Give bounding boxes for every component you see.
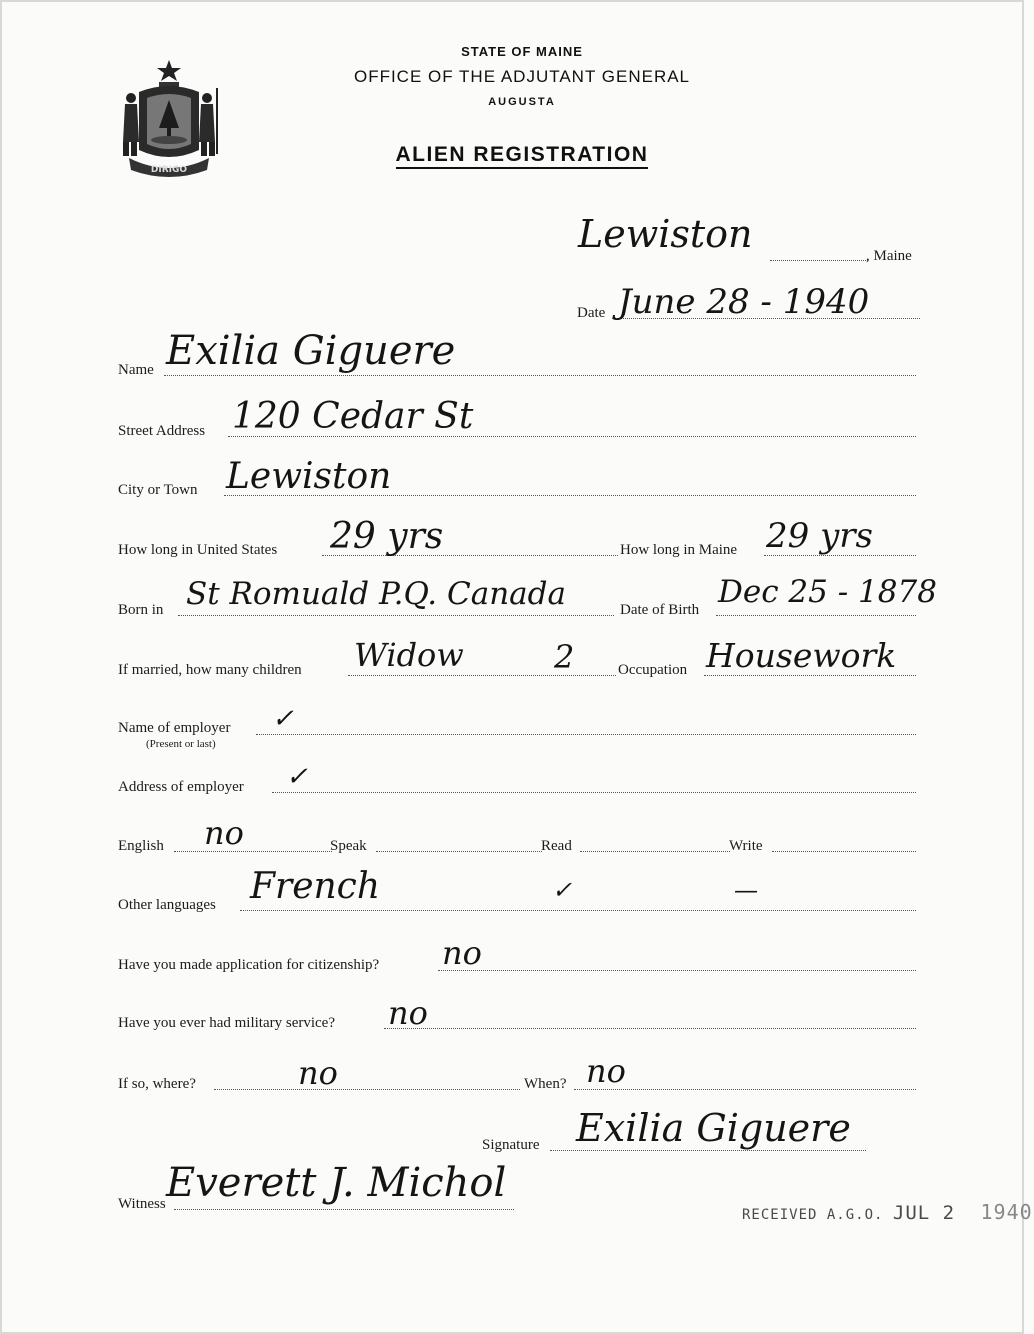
english-label: English: [118, 838, 164, 854]
employer-label: Name of employer: [118, 720, 231, 736]
svg-text:DIRIGO: DIRIGO: [150, 165, 188, 175]
us-time-label: How long in United States: [118, 542, 278, 558]
state-heading: STATE OF MAINE: [461, 44, 583, 59]
read-dots: [580, 851, 730, 852]
stamp-text: RECEIVED A.G.O.: [742, 1207, 884, 1223]
maine-time-label: How long in Maine: [620, 542, 738, 558]
other-languages-dots: [240, 910, 916, 911]
place-dots: [770, 260, 868, 261]
english-value: no: [204, 814, 244, 852]
write-dots: [772, 851, 916, 852]
born-label: Born in: [118, 602, 164, 618]
citizenship-dots: [438, 970, 916, 971]
occupation-dots: [704, 675, 916, 676]
citizenship-value: no: [442, 934, 482, 972]
dob-label: Date of Birth: [620, 602, 700, 618]
military-value: no: [388, 994, 428, 1032]
maine-state-seal: [117, 58, 221, 178]
employer-address-dots: [272, 792, 916, 793]
us-time-value: 29 yrs: [330, 516, 444, 557]
street-label: Street Address: [118, 423, 206, 439]
stamp-year: 1940: [980, 1200, 1033, 1224]
employer-address-label: Address of employer: [118, 779, 244, 795]
received-stamp: [742, 1200, 1033, 1224]
street-value: 120 Cedar St: [232, 396, 474, 437]
children-count-value: 2: [554, 638, 575, 676]
employer-address-value: ✓: [286, 762, 308, 792]
where-dots: [214, 1089, 520, 1090]
date-label: Date: [577, 305, 606, 321]
where-value: no: [298, 1054, 338, 1092]
signature-value: Exilia Giguere: [576, 1106, 851, 1150]
speak-dots: [376, 851, 542, 852]
citizenship-label: Have you made application for citizenship?: [118, 957, 380, 973]
born-value: St Romuald P.Q. Canada: [186, 576, 566, 612]
maine-time-value: 29 yrs: [766, 516, 873, 556]
speak-label: Speak: [330, 838, 367, 854]
children-dots: [348, 675, 616, 676]
witness-value: Everett J. Michol: [166, 1160, 507, 1206]
place-suffix: , Maine: [866, 248, 912, 264]
where-label: If so, where?: [118, 1076, 196, 1092]
place-value: Lewiston: [578, 212, 753, 256]
dob-dots: [716, 615, 916, 616]
name-dots: [164, 375, 916, 376]
name-label: Name: [118, 362, 154, 378]
children-status-value: Widow: [354, 636, 464, 674]
read-label: Read: [541, 838, 572, 854]
name-value: Exilia Giguere: [166, 328, 456, 374]
city-heading: AUGUSTA: [488, 96, 556, 108]
stamp-date: JUL 2: [892, 1202, 956, 1224]
date-value: June 28 - 1940: [618, 282, 870, 322]
employer-dots: [256, 734, 916, 735]
form-title-text: ALIEN REGISTRATION: [396, 143, 649, 169]
dob-value: Dec 25 - 1878: [718, 574, 937, 610]
write-label: Write: [729, 838, 763, 854]
other-languages-value: French: [250, 866, 381, 907]
office-heading: OFFICE OF THE ADJUTANT GENERAL: [353, 67, 691, 86]
children-label: If married, how many children: [118, 662, 302, 678]
other-languages-write-mark: —: [734, 876, 758, 904]
employer-value: ✓: [272, 704, 294, 734]
english-dots: [174, 851, 332, 852]
witness-dots: [174, 1209, 514, 1210]
signature-label: Signature: [482, 1137, 540, 1153]
when-label: When?: [524, 1076, 567, 1092]
signature-dots: [550, 1150, 866, 1151]
when-value: no: [586, 1052, 626, 1090]
witness-label: Witness: [118, 1196, 166, 1212]
other-languages-read-mark: ✓: [552, 876, 573, 904]
city-label: City or Town: [118, 482, 198, 498]
city-value: Lewiston: [226, 456, 392, 497]
born-dots: [178, 615, 614, 616]
military-label: Have you ever had military service?: [118, 1015, 335, 1031]
occupation-value: Housework: [706, 636, 897, 675]
employer-sublabel: (Present or last): [146, 738, 216, 750]
other-languages-label: Other languages: [118, 897, 216, 913]
military-dots: [384, 1028, 916, 1029]
occupation-label: Occupation: [618, 662, 688, 678]
